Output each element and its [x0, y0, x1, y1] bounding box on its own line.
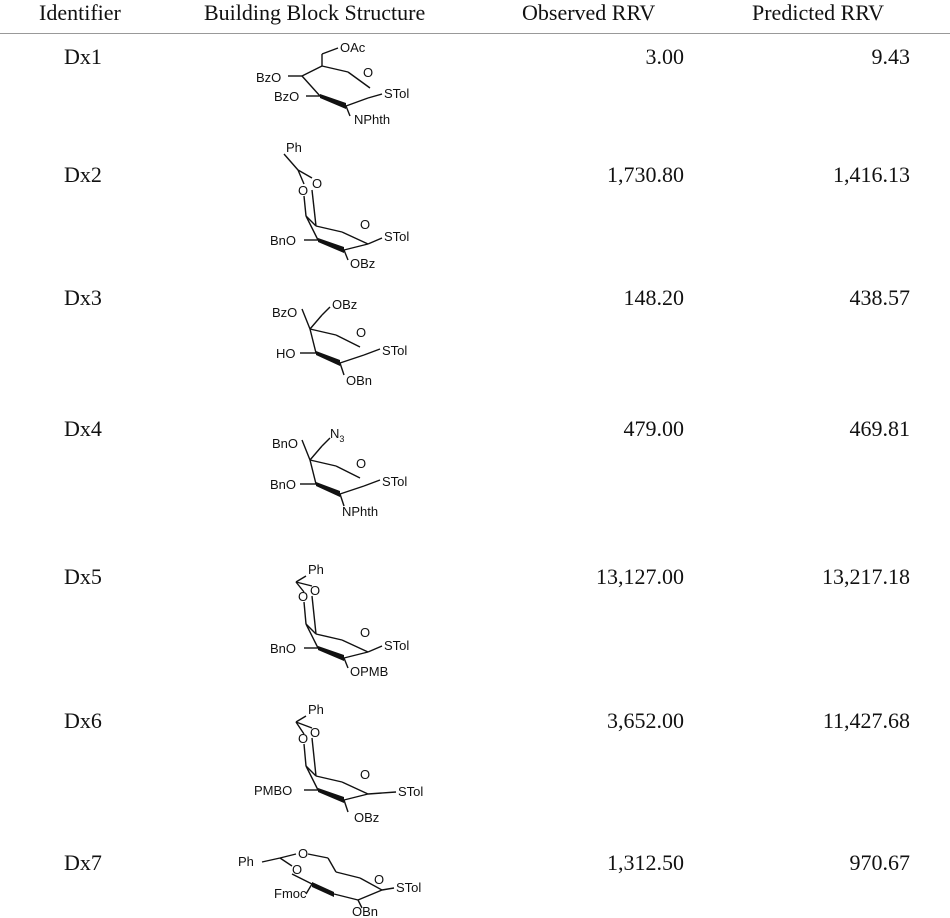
label-top: OBz	[332, 297, 358, 312]
header-identifier: Identifier	[39, 0, 121, 25]
label-c2: NPhth	[342, 504, 379, 519]
identifier-cell: Dx4	[64, 416, 102, 441]
label-anomeric: STol	[382, 343, 408, 358]
predicted-rrv-cell: 9.43	[871, 44, 910, 69]
label-ring-o: O	[374, 872, 385, 887]
table-row-dx6	[0, 702, 950, 838]
label-c2: OBz	[354, 810, 380, 825]
structure-dx3	[250, 299, 460, 399]
label-left1: BzO	[256, 70, 282, 85]
label-left2: BzO	[274, 89, 300, 104]
label-o1: O	[298, 589, 309, 604]
predicted-rrv-cell: 13,217.18	[822, 564, 910, 589]
header-building-block: Building Block Structure	[204, 0, 426, 25]
benzylidene-pmbo-structure-drawing	[250, 700, 460, 840]
table-row-dx1	[0, 40, 950, 134]
header-observed-rrv: Observed RRV	[522, 0, 656, 25]
azido-structure-drawing	[250, 426, 460, 540]
label-left2: BnO	[270, 477, 297, 492]
label-c2: OBz	[350, 256, 376, 271]
observed-rrv-cell: 3.00	[645, 44, 684, 69]
label-anomeric: STol	[396, 880, 422, 895]
label-ph: Ph	[308, 702, 324, 717]
table-row-dx7	[0, 846, 950, 918]
label-left1: BnO	[272, 436, 299, 451]
predicted-rrv-cell: 438.57	[849, 285, 910, 310]
structure-dx6	[250, 700, 460, 840]
structure-dx4	[250, 426, 460, 540]
structure-dx1	[250, 40, 460, 130]
glucosamine-structure-drawing	[250, 40, 460, 130]
label-ring-o: O	[363, 65, 374, 80]
observed-rrv-cell: 148.20	[623, 285, 684, 310]
identifier-cell: Dx3	[64, 285, 102, 310]
label-o2: O	[310, 725, 321, 740]
identifier-cell: Dx1	[64, 44, 102, 69]
structure-dx2	[250, 140, 460, 270]
label-left: BnO	[270, 233, 297, 248]
label-anomeric: STol	[382, 474, 408, 489]
identifier-cell: Dx5	[64, 564, 102, 589]
label-top: $N_3$	[330, 426, 345, 444]
observed-rrv-cell: 1,312.50	[607, 850, 684, 875]
label-left: Fmoc	[274, 886, 307, 901]
label-anomeric: STol	[384, 86, 410, 101]
observed-rrv-cell: 13,127.00	[596, 564, 684, 589]
predicted-rrv-cell: 469.81	[849, 416, 910, 441]
label-left2: HO	[276, 346, 296, 361]
label-anomeric: STol	[384, 229, 410, 244]
label-ph: Ph	[238, 854, 254, 869]
predicted-rrv-cell: 970.67	[849, 850, 910, 875]
label-o2: O	[298, 846, 309, 861]
observed-rrv-cell: 3,652.00	[607, 708, 684, 733]
identifier-cell: Dx2	[64, 162, 102, 187]
label-ring-o: O	[356, 325, 367, 340]
label-c2: OBn	[346, 373, 373, 388]
table-row-dx5	[0, 564, 950, 684]
label-left1: BzO	[272, 305, 298, 320]
label-o2: O	[312, 176, 323, 191]
label-o2: O	[310, 583, 321, 598]
label-anomeric: STol	[398, 784, 424, 799]
table-row-dx3	[0, 285, 950, 395]
predicted-rrv-cell: 1,416.13	[833, 162, 910, 187]
header-rule	[0, 33, 950, 34]
benzylidene-pmb-structure-drawing	[250, 560, 460, 690]
label-o1: O	[298, 731, 309, 746]
identifier-cell: Dx7	[64, 850, 102, 875]
label-c2: OBn	[352, 904, 379, 918]
label-ring-o: O	[360, 767, 371, 782]
label-c2: OPMB	[350, 664, 389, 679]
label-left: BnO	[270, 641, 297, 656]
observed-rrv-cell: 1,730.80	[607, 162, 684, 187]
label-o1: O	[298, 183, 309, 198]
label-o1: O	[292, 862, 303, 877]
label-ring-o: O	[356, 456, 367, 471]
observed-rrv-cell: 479.00	[623, 416, 684, 441]
header-predicted-rrv: Predicted RRV	[752, 0, 885, 25]
label-c2: NPhth	[354, 112, 391, 127]
label-ring-o: O	[360, 625, 371, 640]
label-ph: Ph	[308, 562, 324, 577]
predicted-rrv-cell: 11,427.68	[822, 708, 910, 733]
table-row-dx4	[0, 416, 950, 526]
label-left: PMBO	[254, 783, 293, 798]
fmoc-structure-drawing	[236, 848, 456, 918]
label-top: OAc	[340, 40, 366, 55]
structure-dx7	[236, 848, 456, 918]
benzylidene-structure-drawing	[250, 140, 460, 270]
identifier-cell: Dx6	[64, 708, 102, 733]
galactose-structure-drawing	[250, 299, 460, 399]
label-ring-o: O	[360, 217, 371, 232]
label-ph: Ph	[286, 140, 302, 155]
table-row-dx2	[0, 140, 950, 272]
label-anomeric: STol	[384, 638, 410, 653]
structure-dx5	[250, 560, 460, 690]
